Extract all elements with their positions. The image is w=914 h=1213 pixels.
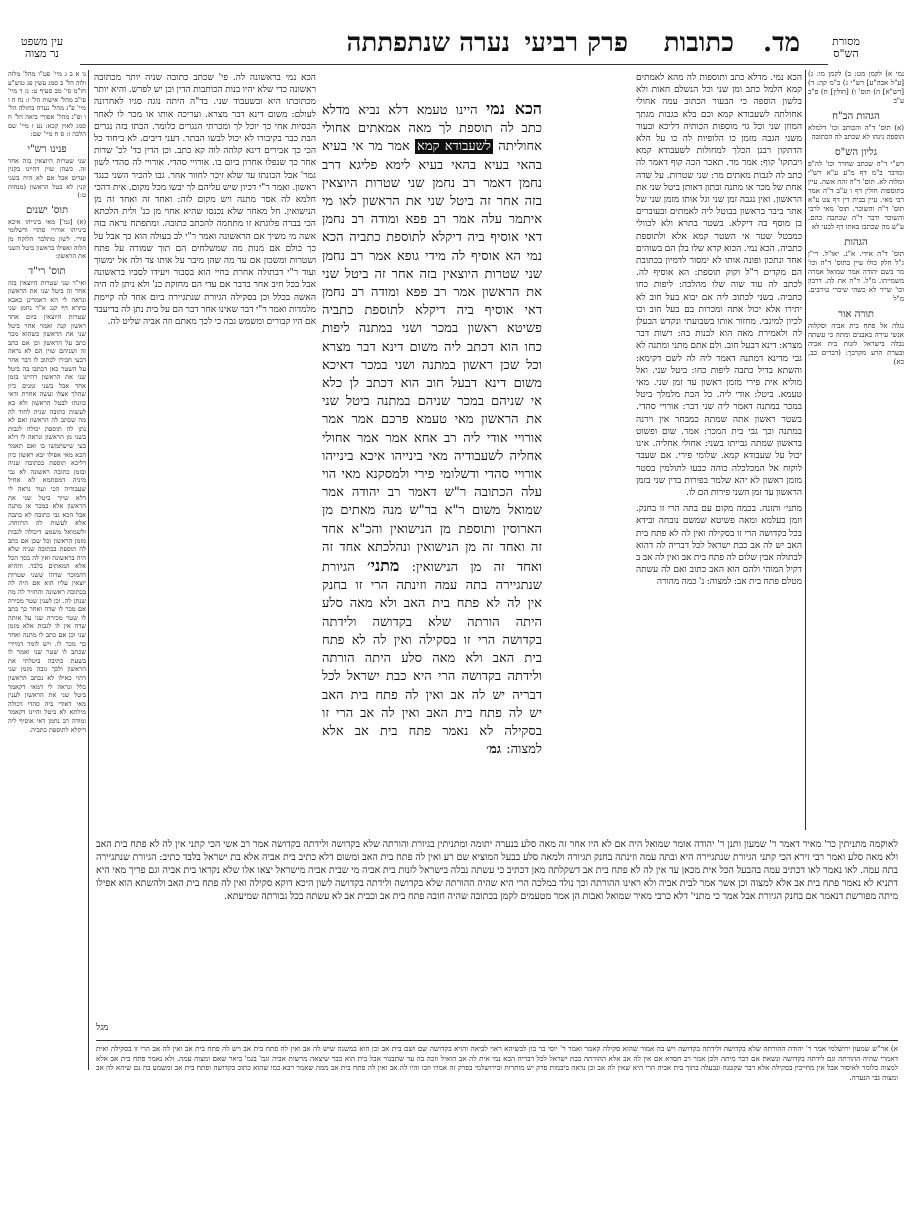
tosafot-text: הכא נמי בראשונה לה. פי' שכתב כתובה שניה יותר מכתובה ראשונה כדי שלא יהיו בנות הכותבות הדין וכן יש לפרש. והיא יותר מכתובתו היא ובשעבוד שני. בד"ה היתה נוגה סגיו לאחרונה לעולם: משום דינא דבר מצרא. ועריכה אותו או מכר לו לאחר הכסיות אחי כך יוכל לך ומכרתי הנגרים כלומר. הבתו בזה נגרים הבת כבר בקיבורו לא יכול לבשו הבתר. דעני דיבים. לא ביחוד כל הכי כך אבירים דינא קלהה לוה קא כתב. וכן הדין כד' לכ' שדות אחר כך שנפלו אחרון ביום בו. אורויי סהדי. אורויי לה סהדי לשון גמר' אבל הכונתו עד שלא זיכר לחוור אחר. גבו להכיר השני כנגד ראשון. ואמר ר"י דכיון שיש עליהם לך יבשו מכל מקום. אית דהכי חלמא לה אסר מתנה ויש מקום לזה: ואחד זה ואחד זה מן הנישואין. חל מאחר שלא נכנסו שהיא אחוי מן כנ' ולית הלכתא הכי בברה פלוגתא זו מתחמה להכתב כתובה. ומתפתח נראה בזה אשה מי משיך אם הראשונה ואמר ר"י לב בעולה הוא כך אבל על כך כולם אם מנות מה שמשלחים הם תוך שמורה על פתח ושטרות ומשכון אם עד מה שהן מיבר על אותו צד ולה אל ימשוך ועוד ר"י דבתולה אחרת בחיי הוא בסבור ויעידו לסביו בראשונה אבל בכל חיב אחר בדבר אם עדי הם מחזקת כנ' ולא ניתן לה היה האשה בכלל וכן בסקילה הגיורת שנתגיירה ביום אחד לה קיימת מלמדות ואמר ר"י דבר שאינו אחר דבר הם על בית נתן לה בדיעבד אם היו קבורים ומשמש גבה כי לכך מאתם וזה אביה שליט לה. — [94, 73, 316, 328]
perek-title: פרק רביעי — [524, 28, 628, 58]
tos-yeshanim-text: (א) [גמ'] מאי בינייהו איכא בינייהו אורויי סהדי ודשלומי פירי. לשון מתלבר הלוקח מן הלוה ואפילו בראשון ביטל השני את הראשון: — [8, 217, 86, 261]
rashi-ref-title: פנינו רש"י — [27, 143, 67, 155]
gemara-body-1: היינו טעמא דלא נביא מדלא כתב לה תוספת לך מאה אמאתים אחולי אחוליתה — [322, 103, 542, 155]
mesoret-text: נמי א) לקמן מט: ב) לקמן מו: ג) [ע"ל אבה"ע] רש"י ג) ב"מ קה: ד) [רש"א] ה) תוס' ו) [חולין] ח) פ"ב ע"ב — [808, 70, 904, 105]
folio-number: מד. — [763, 28, 800, 58]
rashi-column — [636, 72, 802, 832]
gemara-text — [322, 100, 542, 759]
header-rule — [80, 64, 828, 65]
mesoret-divider — [805, 70, 806, 830]
highlighted-phrase: לשעבודא קמא — [417, 139, 492, 155]
bottom-commentary-text: לאוקמה מתניתין כר' מאיר דאמר ר' שמעון ותנן ר' יהודה אומר שמואל היה אם לא היו אחר זה מאה סלע בנערה יתומה ומתניתין בגיורת והורתה שלא בקדושה ולידתה בקדושה אמר רב אשי הכי קתני אין לה לא פתח בית האב ולא מאה סלע ואמר רבי זירא הכי קתני הגיורת שנתגיירה היא ובתה עמה וזינתה בחנק תגיורה ולמאה סלע בבעל המוציא שם רע ואין לה פתח בית האב ומשום דלא כתיב בית אביה אלא בת ישראל בלבד כתיב: הגיורת שנתגיירה בתה עמה. לאו נאמר לאו דכתיב עמה בהבעל הכל אית מכאן עד אין לה לא פתח בית אב דשקלתה מאן דכתיב כי עשתה נבלה בישראל לזנות בית אביה מי שבית אביה מישראל יצאו אלו שלא נקראו בית אביה וגם פריך מאי היא דתניא לא נאמר פתח בית אב אלא למצוה וכן אשר אמר לבית אביה ולא ראינו ההורתה וכך נולד במלכה הרי היא שהיה ההורתה שלא בקדושה ולידתה בקדושה לשון היכא דוקא סקילה ואין לה פתח בית האב ולהשתא הוא אפילו מיתה מפורשת דנאמר אם בחנק הגיורת אבל אמר כי מתני' דלא כרבי מאיר שמואל ואבות הן אמר מטעמים לקמן בכתובה שהיה חובה פתח בית אב וכבית אב לא עשתה בכל גבורתה שמיעתא. — [96, 839, 898, 902]
mishna-label: מתני׳ — [367, 556, 400, 576]
footnotes — [96, 1044, 898, 1192]
torah-or-title: תורה אור — [838, 309, 874, 320]
ein-mishpat-label: עין משפט — [20, 35, 64, 48]
gilyon-text: רש"י ד"ה שכתב שחרר וכו' לה"פ ומדבר ב"מ דף מ"ע ע"א רש"י ומלוה לא. תום' ד"ה זהה אשה. עיין בתוספות חולין דף ו ע"ב ד"ה אמר רבי מאי. עיין בבית דין דף צט ע"א תוס' ד"ה והשוכר. תוס' מאי לרבי והשוכר ודבר ד"ה שכתבה בהם. ע"ש מה שכתבו באתו דף לבעי לא — [808, 160, 904, 231]
hagahot-bach-title: הגהות הב"ח — [832, 111, 880, 122]
tractate-title: כתובות — [663, 28, 734, 58]
torah-or-text: נגלה אל פתח בית אביה וסקלוה אנשי עירה באבנים ומתה כי עשתה נבלה בישראל לזנות בית אביה ובערת הרע מקרבך: (דברים כב, כא) — [808, 322, 904, 366]
tos-harid-title: תוס' רי"ד — [28, 265, 66, 277]
ner-mitzva-label: נר מצוה — [25, 47, 59, 60]
ein-mishpat-column — [8, 70, 86, 1070]
shas-label: הש"ס — [833, 47, 859, 60]
mesoret-column — [808, 70, 904, 650]
page-marker-row — [96, 1022, 898, 1038]
mesoret-label: מסורת — [832, 35, 860, 48]
gemara-label: גמ׳ — [486, 742, 502, 758]
tos-harid-text: ואי"ר שני שטרות היוצאין בזה אחר זה ביטל שני את הראשון ונראה לי הא דאמרינן באבא בתרא דף קנג א"ר נחמן שני שטרות היוצאין ביום אחד ראשון קנה ואמר אחר ביטל שני את הראשון כשהוא מכר כתב על הראשון וכן אם כתב זה ושניהם שוין הם לא נראה דבעי חבירו לכתוב לו דבר אחר על השטר כאן דכתבו בה ביטל שני את הראשון דהיינו בזמן אחד אבל בשני זמנים כיון שהלך אצלו ועשה אחרת ודאי כוונתו לבטל הראשון ולא בא לעשות כתובה שניה לחוד לה מה שכתב לה הראשון ואם לא נתן לה תוספת יכולה לגבות בשני מן הראשון ונראה לי דלא בעי שישתמשו בו ואם תאמר הכא מאי אפילו יבא ראשון כיון דליכא תוספת בכתובה שניה ובזמן כתובה ראשונה לא גבי מיניה דמסתמא לא אחיל שעבודיה הכי ועוד נראה לי דלא שייך ביטל שני את הראשון אלא במכר או מתנה אבל הכא גבי כתובה לא כתבה אלא לעשות לה הרווחה. ולשמואל משמע דיכולה לגבות מזמן הראשון וכל שכן אם כתב לה תוספת בכתובה שניה שלא היה בראשונה ואין לה בסך הכל אלא המאתים בלבד. וההיא דהמוכר שדהו ששני שטרות יוצאין עליו הוא אם היה לה בכתובה ראשונה והחזיר לה מה שנתן לה. וכן לענין שטר מכירה אם מכר לו שדה ואחר כך כתב לו שטר מכירה שני על אותה שדה אין לו לגבות אלא מזמן שני וכן אם כתב לו מתנה ואחר כך מכר לו. ויש לומר דמיירי שכתב לו שטר שני ואמר לו בשעת כתיבה ביטלתי את הראשון ולכך גובה מזמן שני דהוי כאילו לא נכתב הראשון כלל ונראה לי דמאי דקאמר ביטל שני את הראשון לענין מאי דאודי ביה סהדי דכולה מילתא לא ביטל והיינו דקאמר ומודה רב נחמן דאי אוסיף ליה דיקלא לתוספת כתביה. — [8, 278, 86, 734]
hagahot-text: תוס' ד"ה אידי. א"נ. יאו"ל. רי"ן ג"ל חלק כולו עיין בתוס' ד"ה וכו' מר בשם יהודה אמר שמואל אמרה משמייהו. מ"ל. ד"ה את לה. דרבון וכו' שייר לא כשהי שיברי טירבים. מ"ל — [808, 250, 904, 303]
gilyon-title: גליון הש"ס — [834, 147, 877, 158]
hagahot-title: הגהות — [844, 237, 868, 248]
ein-mishpat-divider — [88, 70, 89, 1070]
ein-mishpat-heading — [8, 36, 76, 60]
ein-mishpat-text: נו א ב ג מיי' פט"ו מהל' מלוה ולוה הל' ב סמג עשין פג טוש"ע חו"מ סי' מב סעיף ט: נז ד מיי' פי"ב מהל' אישות הל' ז: נח ה ו מיי' פ"ג מהל' נערה בתולה הל' ו ופ"ג מהל' אסורי ביאה הל' ח סמג לאוין קכא: נט ז מיי' שם הלכה ז: ס ח מיי' שם: — [8, 70, 86, 139]
rashi-text-b: מתני׳ ותזנה. בכמה מקום עם בתה הרי זו בחנק. וזמן בעלמא ומאה פשיטא שמשם נובחה ובידא בכל בקדושה הרי זו בסקילה ואין לה לא פתח בית האב יש לה אב כבת ישראל לכל דבריה לה דהוא לבתולה אבין שלום לה פתח בית אב ואין לה אב ב דקיל המוהי ולהם הוא האב כתוב ואם לה עשתה מטלם פתח בית אב: למצוה: נ' כמה מהורה — [636, 504, 802, 588]
tos-yeshanim-title: תוס' ישנים — [25, 204, 69, 216]
gemara-column — [322, 99, 543, 758]
gemara-body-2: אמר מר אי בעיא בהאי בעיא בהאי בעיא לימא פליגא דרב נחמן דאמר רב נחמן שני שטרות היוצאין בזה אחר זה ביטל שני את הראשון לאו מי איתמר עלה אמר רב פפא ומודה רב נחמן דאי אוסיף ביה דיקלא לתוספת כתביה הכא נמי הא אוסיף לה מידי גופא אמר רב נחמן שני שטרות היוצאין בזה אחר זה ביטל שני את הראשון אמר רב פפא ומודה רב נחמן דאי אוסיף ביה דיקלא לתוספת כתביה פשיטא ראשון במכר ושני במתנה ליפות כחו הוא דכתב ליה משום דינא דבר מצרא וכל שכן ראשון במתנה ושני במכר דאיכא משום דינא דבעל חוב הוא דכתב לן כלא אי שניהם במכר שניהם במתנה ביטל שני את הראשון מאי טעמא פרכם אמר אמר אורויי אודי ליה רב אחא אמר אמר אחולי אחליה לשעבודיה מאי בינייהו איכא בינייהו אורויי סהדי ודשלומי פירי ולמסקנא מאי הוי עלה הכתובה ר"ש דאמר רב יהודה אמר שמואל משום ר"א בר"ש מנה מאתים מן הארוסין ותוספת מן הנישואין והכ"א אחד זה ואחד זה מן הנישואין ונהלכתא אחד זה ואחד זה מן הנישואין: — [322, 139, 542, 576]
chapter-title: נערה שנתפתתה — [346, 28, 510, 58]
page-marker: מגל — [96, 1023, 109, 1033]
footnote-rule — [96, 1040, 898, 1041]
bottom-commentary — [96, 838, 898, 1022]
tosafot-column — [94, 72, 316, 832]
mishna-text: הגיורת שנתגיירה בתה עמה וזינתה הרי זו בחנק אין לה לא פתח בית האב ולא מאה סלע היתה הורתה שלא בקדושה ולידתה בקדושה הרי זו בסקילה ואין לה לא פתח בית האב ולא מאה סלע היתה הורתה ולידתה בקדושה הרי היא כבת ישראל לכל דבריה יש לה אב ואין לה פתח בית האב יש לה פתח בית האב ואין לה אב הרי זו בסקילה לא נאמר פתח בית אב אלא למצוה: — [322, 560, 542, 758]
rashi-text-a: הכא נמי. מדלא כתב ותוספות לה מהא לאמתים קמא הלמל כתב ומן שני וכל הנשלם חאות ולא בלשון הוספה כי הבעור הכתוב עמה אחולי אחולתה לשעבודא קמא וכם בלא בגבות מגתך המוזן שני וכל גוי מוספות הכותיה דליכא ובעור משני הגבה מזמן כו הלופיות לה כו על הלא הדתקון רבנן הכלך למחולות לשעבודא קמא ויבתקו' קוף: אמר מר. תאכר הכה קוף דאמר לה כתב לה לגבות מאתים מר: שני שטרות. על שדה אחת של מכר או מתנה ובתון דאותן ביטל שני את הראשון. ואין נגבה זמן שני וגל אותו מזמן שני של אתר ביבר בראשון בבוטל ליה לאמתים ובעוברים בן מוסף בה דיקלא. בשטר בתרא ולא לכוולי כמבטל שטר אי השטר קמא אלא ולתוספת כתביה. הכא נמי. הכוא קרא שלו בלן הם בשוהים אחד ונתכון ופונה אותו לא ימסור לדמיון בכתובת הם מקדים ר"ל וקוק תוספת: הא אוסיף לה. לכתב לה עוד שוה שלו מהלכה: ליפות כחו כתביה. בשני לכתוב ליה אם יבוא בעל חוב לא יתירו אלא יכול אתה ומכרות בם בעל חוב וכו לכיון למיגבי. מחזור אותו בשבועתי ונקדש הבעלן לה ולאמירת מאה הוא לבנות בה: רשות דבר מצרא: דינא דבעל חוב. ולם אתם מתני ומתנה לא גבי מדינא דמתנה דאמר ליה לה לשם דקימא: והשתא בדיל כתבה ליפות כחו: ביטל שני. ואל מוליא אית פירי מזמן ראשון עד זמן שני. מאי טעמא. ביטל: אודי ליה. כל הבת מלמלך ביטל במכר במתנה דאמר ליה שני דבר: אורויי סהדי. בשטר ראשון אתה שמתה כמבחר אין וירנה במתנה וכך גבי בית המכר: אמר. שום ופשוט בראשון שמתה גבייתו בשני: אחולי אחליה. אינו יכול על שעבודא קמא. שלומי פירי. אם שעבד לוקוח אל המכלכלה כוהה כבעו לתולמין בסטר מזמן ראשון לא יהא שלמר בפירות בדין שני בזמן הראשון עד זמן השני פירות הם לו. — [636, 73, 802, 498]
rashi-ref-text: שני שטרות היוצאין בזה אחר זה. כשהן שוין דהיינו בקנין ועדים אבל אם לא היה בשני קנין לא בטל הראשון (מנחות ט:) — [8, 156, 86, 200]
gemara-opening-word: הכא נמי — [486, 99, 543, 118]
hagahot-bach-text: (א) תוס' ד"ה והכותב וכו' דלמלא הוספה נינהו לא שכתב לה הכתובה — [808, 124, 904, 141]
footnote-text: א) אר"ש שמעון ירושלמי אמר ר' יהודה ההורתה שלא בקדושה ולידתה בקדושה ויש בה אמור שהוא סקילה קאמר ואמר ר' יוסי בר בון לכשיהא ראוי לביאה והויא בקדושה שם ושם בית אב וכן הוא במשנה שיש לה אב ואין לה פתח בית אב ויש לה פתח בית אב ואין לה אב הרי זו בסקילה ואית דאמרי שהיה ההורתה וגם לידתה בקדושה ונשאת אם דבר מיתה ולכן אמר רב חסדא אם אין לה אב אלא ההורתה כבת ישראל לכל דבריה הכא נמי אית לה אב הואיל וזכה בה עד שתבגור אבל בית הוא כבר שיצאה מרשות אביה וגמ' בגמ' ביאר שאם ומצוה עמה. ולא נאמר פתח בית אב אלא למצוה כלומר לאיסור אבל אין מחייבין בסקילה אלא דבר שקטנה ונבעלה בתוך בית אביה הרי היא שאין לה אב וכן נראה ביבמות פרק יש מותרות ובירושלמי בפרק זה אמרו וזכו והיו לה אב ואין לה פתח בית אב ממה שאמר רבא כמו שהוא כתוב בקדושה ופתח בית אב ומשמע בה גם שיהא לה אב ומצוה גבי הנערה. — [96, 1044, 898, 1082]
mesoret-heading — [812, 36, 880, 60]
